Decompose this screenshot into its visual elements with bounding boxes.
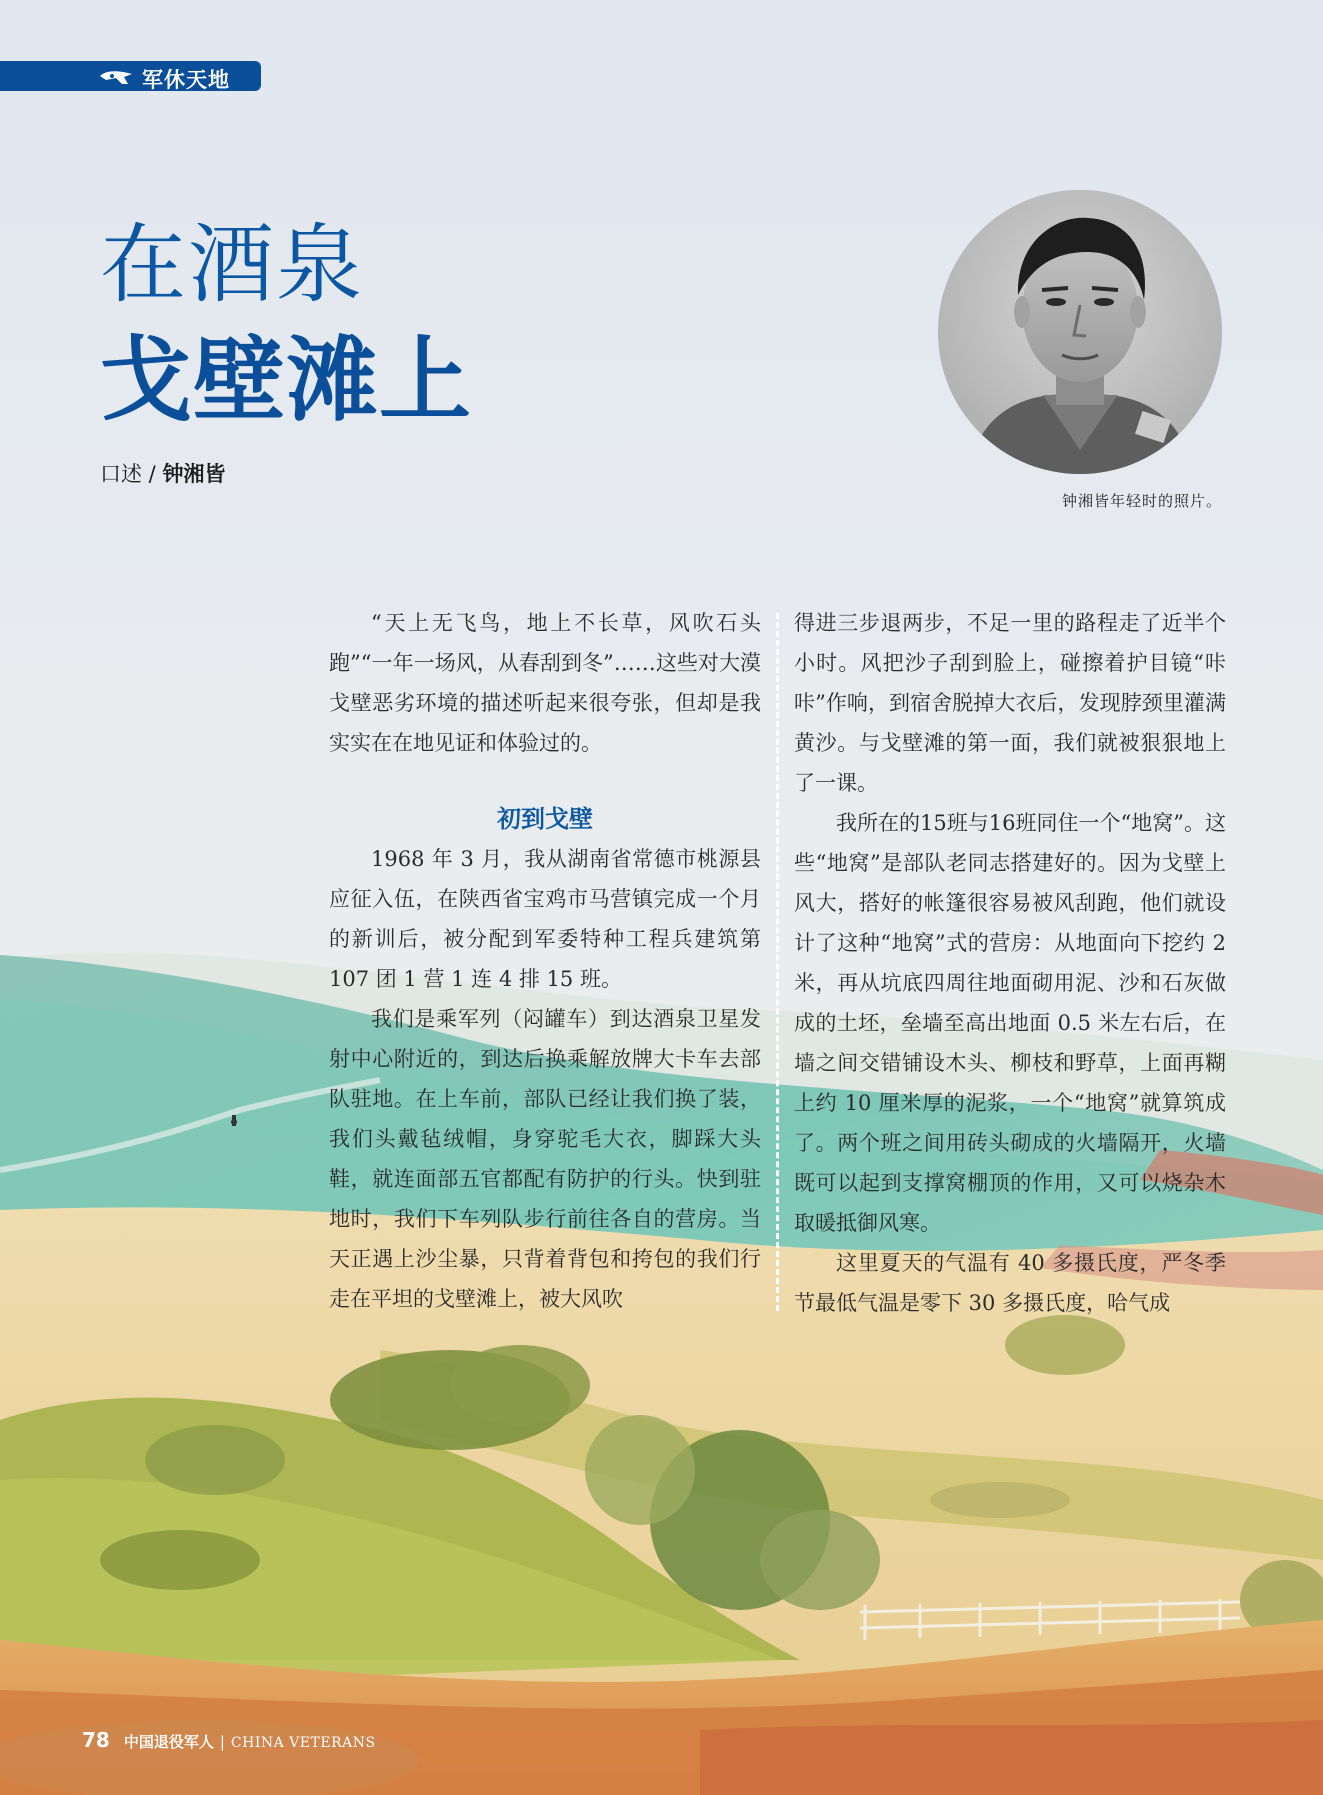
section-subheading: 初到戈壁 bbox=[497, 805, 593, 833]
portrait-photo bbox=[938, 190, 1222, 474]
plane-icon bbox=[98, 66, 134, 86]
paragraph: 我们是乘军列（闷罐车）到达酒泉卫星发射中心附近的，到达后换乘解放牌大卡车去部队驻地。在上车前，部队已经让我们换了装，我们头戴毡绒帽，身穿驼毛大衣，脚踩大头鞋，就连面部五官都配有防护的行头。快到驻地时，我们下车列队步行前往各自的营房。当天正遇上沙尘暴，只背着背包和挎包的我们行走在平坦的戈壁滩上，被大风吹 bbox=[329, 1007, 761, 1311]
footer-separator: | bbox=[219, 1733, 225, 1751]
paragraph: 1968 年 3 月，我从湖南省常德市桃源县应征入伍，在陕西省宝鸡市马营镇完成一个月的新训后，被分配到军委特种工程兵建筑第 107 团 1 营 1 连 4 排 15 班。 bbox=[329, 847, 761, 991]
byline bbox=[100, 458, 225, 488]
page-footer bbox=[82, 1728, 376, 1752]
paragraph-intro: “天上无飞鸟，地上不长草，风吹石头跑”“一年一场风，从春刮到冬”……这些对大漠戈壁恶劣环境的描述听起来很夸张，但却是我实实在在地见证和体验过的。 bbox=[329, 611, 761, 755]
byline-author: 钟湘皆 bbox=[162, 462, 226, 486]
title-line-2: 戈壁滩上 bbox=[100, 327, 473, 434]
photo-caption: 钟湘皆年轻时的照片。 bbox=[1061, 492, 1222, 510]
paragraph: 这里夏天的气温有 40 多摄氏度，严冬季节最低气温是零下 30 多摄氏度，哈气成 bbox=[794, 1251, 1226, 1315]
paragraph-continued: 得进三步退两步，不足一里的路程走了近半个小时。风把沙子刮到脸上，碰擦着护目镜“咔咔”作响，到宿舍脱掉大衣后，发现脖颈里灌满黄沙。与戈壁滩的第一面，我们就被狠狠地上了一课。 bbox=[794, 611, 1226, 795]
byline-prefix: 口述 / bbox=[100, 462, 163, 486]
article-column-left bbox=[329, 603, 761, 1319]
article-column-right bbox=[794, 603, 1226, 1323]
magazine-name-cn: 中国退役军人 bbox=[123, 1733, 214, 1751]
column-divider bbox=[776, 613, 779, 1311]
page-number: 78 bbox=[82, 1728, 110, 1752]
section-badge bbox=[0, 61, 261, 91]
portrait-image bbox=[938, 190, 1222, 474]
paragraph: 我所在的15班与16班同住一个“地窝”。这些“地窝”是部队老同志搭建好的。因为戈壁上风大，搭好的帐篷很容易被风刮跑，他们就设计了这种“地窝”式的营房：从地面向下挖约 2 米，再从坑底四周往地面砌用泥、沙和石灰做成的土坯，垒墙至高出地面 0.5 米左右后，在墙之间交错铺设木头、柳枝和野草，上面再糊上约 10 厘米厚的泥浆，一个“地窝”就算筑成了。两个班之间用砖头砌成的火墙隔开，火墙既可以起到支撑窝棚顶的作用，又可以烧杂木取暖抵御风寒。 bbox=[794, 811, 1226, 1235]
magazine-name-en: CHINA VETERANS bbox=[230, 1735, 376, 1751]
section-label: 军休天地 bbox=[142, 68, 230, 92]
title-line-1: 在酒泉 bbox=[100, 215, 364, 315]
